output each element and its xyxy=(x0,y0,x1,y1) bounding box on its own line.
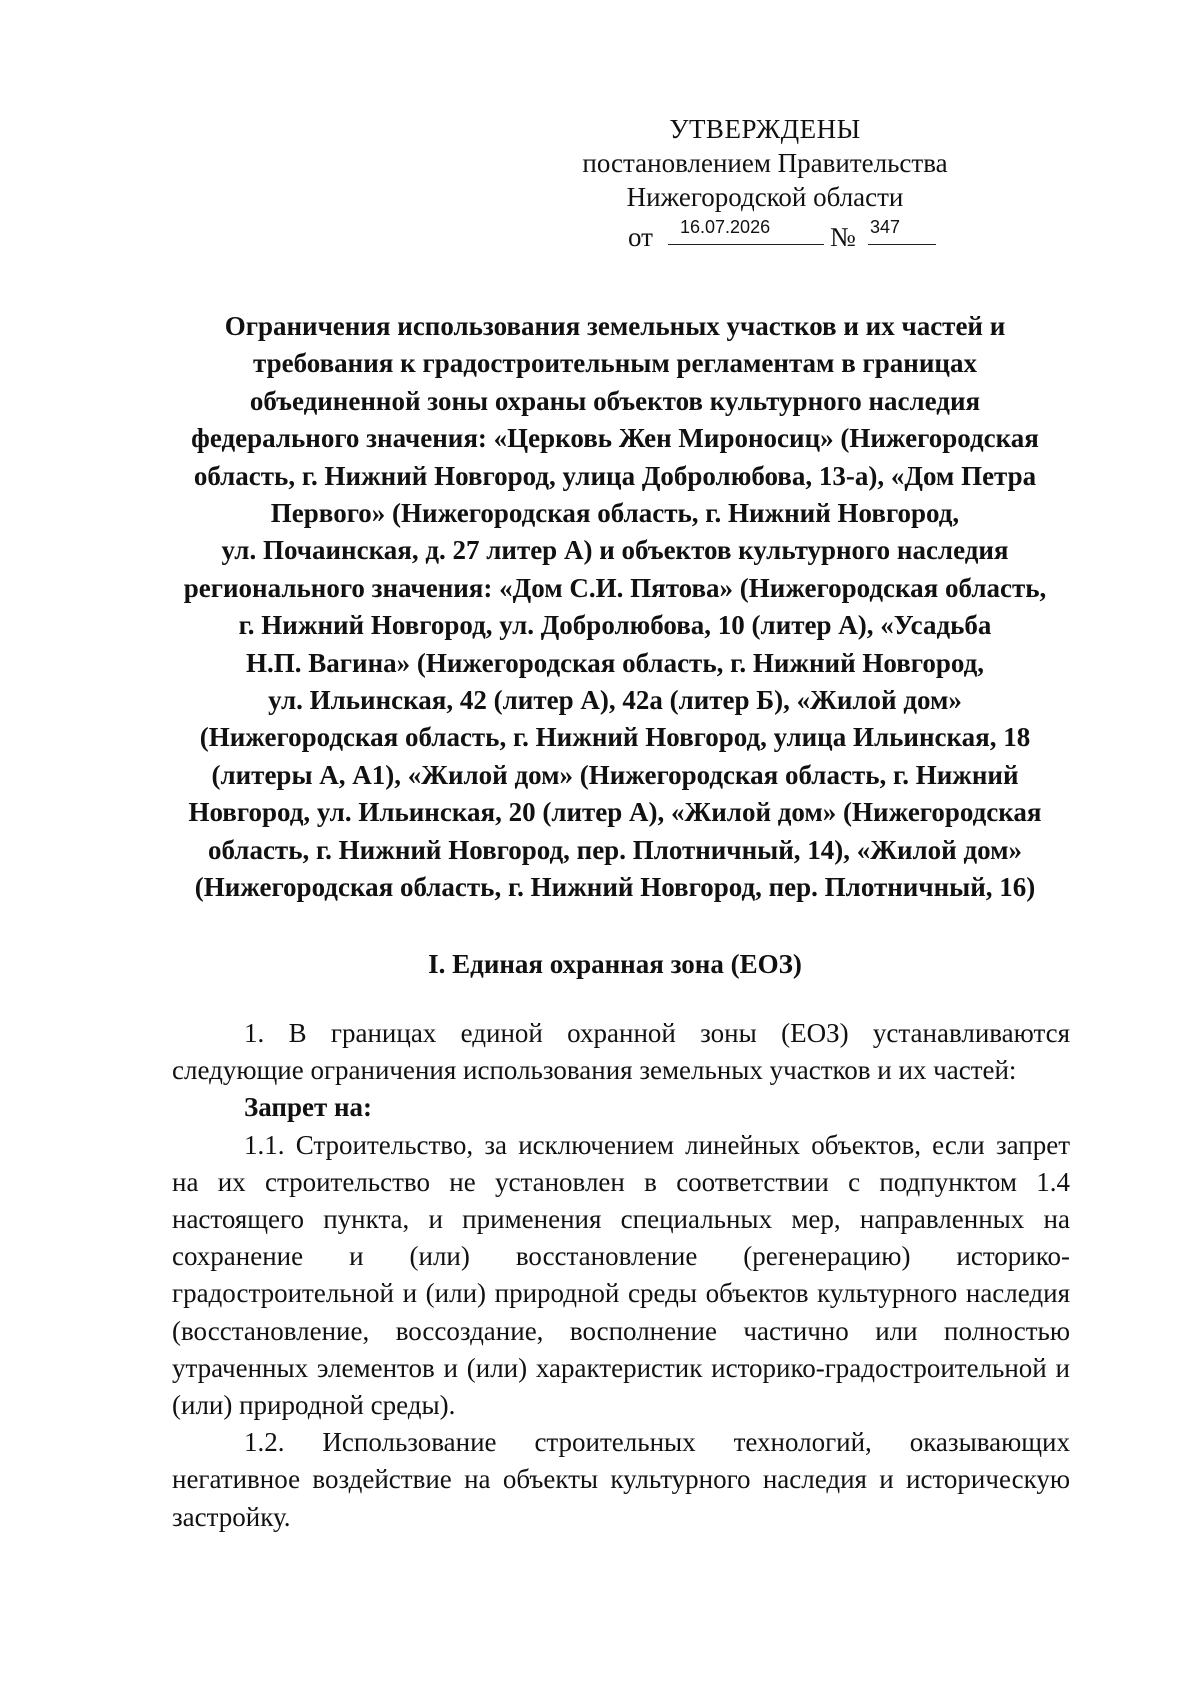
date-prefix: от xyxy=(628,222,653,252)
title-line: Н.П. Вагина» (Нижегородская область, г. Нижний Новгород, xyxy=(245,647,985,678)
title-line: регионального значения: «Дом С.И. Пятова» (Нижегородская область, xyxy=(183,572,1047,603)
approval-line-2: Нижегородской области xyxy=(626,182,904,212)
title-line: Первого» (Нижегородская область, г. Нижний Новгород, xyxy=(270,498,960,529)
title-line: (Нижегородская область, г. Нижний Новгород, улица Ильинская, 18 xyxy=(199,722,1031,753)
number-prefix: № xyxy=(830,222,856,252)
document-body xyxy=(172,1015,1070,1536)
approval-block xyxy=(560,112,970,250)
title-line: ул. Ильинская, 42 (литер А), 42а (литер Б), «Жилой дом» xyxy=(268,685,962,716)
number-value: 347 xyxy=(870,217,901,237)
title-line: (литеры А, А1), «Жилой дом» (Нижегородская область, г. Нижний xyxy=(211,759,1019,790)
ban-heading: Запрет на: xyxy=(244,1092,373,1123)
paragraph-1-2: 1.2. Использование строительных технологий, оказывающих негативное воздействие на объекты культурного наследия и историческую застройку. xyxy=(172,1427,1070,1532)
title-line: требования к градостроительным регламентам в границах xyxy=(253,348,977,379)
title-line: объединенной зоны охраны объектов культурного наследия xyxy=(249,385,981,416)
title-line: Новгород, ул. Ильинская, 20 (литер А), «Жилой дом» (Нижегородская xyxy=(188,797,1042,828)
title-line: Ограничения использования земельных участков и их частей и xyxy=(224,311,1006,341)
section-heading: I. Единая охранная зона (ЕОЗ) xyxy=(428,949,802,979)
date-value: 16.07.2026 xyxy=(680,217,771,237)
title-line: (Нижегородская область, г. Нижний Новгород, пер. Плотничный, 16) xyxy=(194,872,1036,903)
document-title xyxy=(160,308,1070,907)
number-field xyxy=(868,214,936,245)
title-line: ул. Почаинская, д. 27 литер А) и объектов культурного наследия xyxy=(221,535,1009,566)
paragraph-1-1: 1.1. Строительство, за исключением линейных объектов, если запрет на их строительство не установлен в соответствии с подпунктом 1.4 настоящего пункта, и применения специальных мер, направленных на сохранение и (или) восстановление (регенерацию) историко-градостроительной и (или) природной среды объектов культурного наследия (восстановление, воссоздание, восполнение частично или полностью утраченных элементов и (или) характеристик историко-градостроительной и (или) природной среды). xyxy=(172,1129,1070,1421)
approval-date-line xyxy=(560,214,970,250)
date-field xyxy=(668,214,824,245)
title-line: область, г. Нижний Новгород, улица Добролюбова, 13-а), «Дом Петра xyxy=(193,460,1037,491)
title-line: область, г. Нижний Новгород, пер. Плотничный, 14), «Жилой дом» xyxy=(207,834,1023,865)
title-line: г. Нижний Новгород, ул. Добролюбова, 10 (литер А), «Усадьба xyxy=(238,610,992,641)
approval-heading: УТВЕРЖДЕНЫ xyxy=(669,114,861,144)
title-line: федерального значения: «Церковь Жен Мироносиц» (Нижегородская xyxy=(191,423,1039,454)
approval-line-1: постановлением Правительства xyxy=(582,148,948,178)
paragraph-1: 1. В границах единой охранной зоны (ЕОЗ) устанавливаются следующие ограничения использования земельных участков и их частей: xyxy=(172,1018,1070,1086)
